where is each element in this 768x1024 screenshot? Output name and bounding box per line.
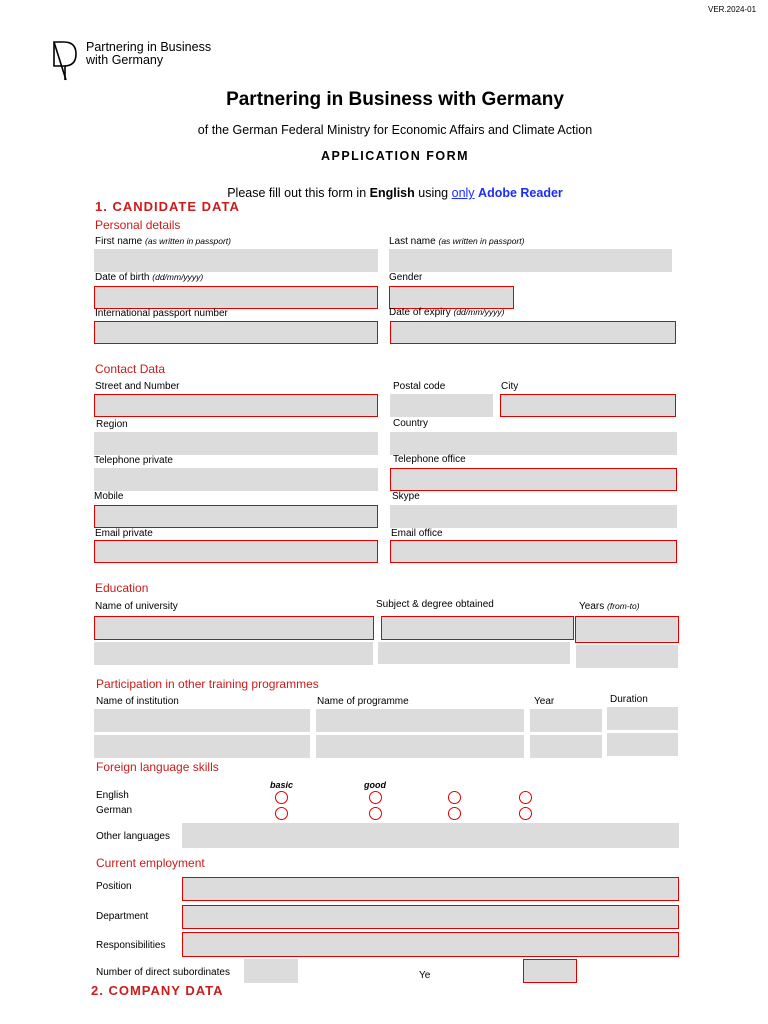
subject-field-1[interactable]: [381, 616, 574, 640]
university-field-1[interactable]: [94, 616, 374, 640]
english-radio-1[interactable]: [275, 791, 288, 804]
region-label: Region: [96, 419, 128, 430]
position-label: Position: [96, 881, 132, 892]
logo-icon: [52, 40, 82, 82]
city-label: City: [501, 381, 519, 392]
responsibilities-label: Responsibilities: [96, 940, 166, 951]
page-subtitle: of the German Federal Ministry for Economic Affairs and Climate Action: [197, 123, 593, 137]
english-radio-2[interactable]: [369, 791, 382, 804]
position-field[interactable]: [182, 877, 679, 901]
instruction-mid: using: [414, 186, 452, 200]
department-field[interactable]: [182, 905, 679, 929]
email-private-label: Email private: [95, 528, 153, 539]
last-name-label: Last name (as written in passport): [389, 236, 525, 247]
page-title: Partnering in Business with Germany: [226, 89, 564, 110]
tel-office-label: Telephone office: [393, 454, 466, 465]
subordinates-field[interactable]: [244, 959, 298, 983]
years-employment-field[interactable]: [523, 959, 577, 983]
contact-data-heading: Contact Data: [95, 362, 166, 376]
good-label: good: [364, 780, 386, 790]
english-label: English: [96, 790, 129, 801]
city-field[interactable]: [500, 394, 676, 417]
other-languages-field[interactable]: [182, 823, 679, 848]
mobile-field[interactable]: [94, 505, 378, 528]
region-field[interactable]: [94, 432, 378, 455]
other-languages-label: Other languages: [96, 831, 170, 842]
logo-text-line2: with Germany: [86, 53, 164, 67]
passport-label: International passport number: [95, 308, 228, 319]
postal-field[interactable]: [390, 394, 493, 417]
english-radio-3[interactable]: [448, 791, 461, 804]
instruction-only-link[interactable]: only: [451, 186, 475, 200]
institution-label: Name of institution: [96, 696, 179, 707]
programme-field-1[interactable]: [316, 709, 524, 732]
training-heading: Participation in other training programmes: [96, 677, 319, 691]
years-short-label: Ye: [419, 970, 431, 981]
institution-field-1[interactable]: [94, 709, 310, 732]
year-label: Year: [534, 696, 555, 707]
expiry-label: Date of expiry (dd/mm/yyyy): [389, 307, 505, 318]
tel-office-field[interactable]: [390, 468, 677, 491]
first-name-label: First name (as written in passport): [95, 236, 231, 247]
education-heading: Education: [95, 581, 149, 595]
programme-field-2[interactable]: [316, 735, 524, 758]
email-private-field[interactable]: [94, 540, 378, 563]
institution-field-2[interactable]: [94, 735, 310, 758]
gender-label: Gender: [389, 272, 423, 283]
dob-label: Date of birth (dd/mm/yyyy): [95, 272, 204, 283]
language-skills-heading: Foreign language skills: [96, 760, 219, 774]
logo-text-line1: Partnering in Business: [86, 40, 212, 54]
logo: [52, 40, 242, 84]
university-label: Name of university: [95, 601, 178, 612]
tel-private-label: Telephone private: [94, 455, 173, 466]
instruction-reader: Adobe Reader: [478, 186, 563, 200]
duration-field-2[interactable]: [607, 733, 678, 756]
skype-label: Skype: [392, 491, 420, 502]
basic-label: basic: [270, 780, 294, 790]
version-label: VER.2024-01: [708, 5, 757, 14]
german-radio-2[interactable]: [369, 807, 382, 820]
programme-label: Name of programme: [317, 696, 409, 707]
expiry-field[interactable]: [390, 321, 676, 344]
gender-field[interactable]: [389, 286, 514, 309]
german-label: German: [96, 805, 133, 816]
duration-label: Duration: [610, 694, 648, 705]
postal-label: Postal code: [393, 381, 446, 392]
skype-field[interactable]: [390, 505, 677, 528]
german-radio-3[interactable]: [448, 807, 461, 820]
instruction-pre: Please fill out this form in: [227, 186, 370, 200]
email-office-label: Email office: [391, 528, 443, 539]
responsibilities-field[interactable]: [182, 932, 679, 957]
university-field-2[interactable]: [94, 642, 373, 665]
subordinates-label: Number of direct subordinates: [96, 967, 230, 978]
section-company-data: 2. COMPANY DATA: [91, 983, 224, 998]
years-field-2[interactable]: [576, 645, 678, 668]
form-title: APPLICATION FORM: [320, 149, 470, 163]
tel-private-field[interactable]: [94, 468, 378, 491]
section-candidate-data: 1. CANDIDATE DATA: [95, 199, 240, 214]
dob-field[interactable]: [94, 286, 378, 309]
country-field[interactable]: [390, 432, 677, 455]
department-label: Department: [96, 911, 149, 922]
subject-field-2[interactable]: [378, 642, 570, 664]
year-field-1[interactable]: [530, 709, 602, 732]
instruction-lang: English: [369, 186, 415, 200]
last-name-field[interactable]: [389, 249, 672, 272]
year-field-2[interactable]: [530, 735, 602, 758]
years-field-1[interactable]: [575, 616, 679, 643]
street-label: Street and Number: [95, 381, 180, 392]
mobile-label: Mobile: [94, 491, 124, 502]
first-name-field[interactable]: [94, 249, 378, 272]
duration-field-1[interactable]: [607, 707, 678, 730]
personal-details-heading: Personal details: [95, 218, 181, 232]
english-radio-4[interactable]: [519, 791, 532, 804]
street-field[interactable]: [94, 394, 378, 417]
subject-label: Subject & degree obtained: [376, 599, 494, 610]
german-radio-4[interactable]: [519, 807, 532, 820]
email-office-field[interactable]: [390, 540, 677, 563]
german-radio-1[interactable]: [275, 807, 288, 820]
employment-heading: Current employment: [96, 856, 205, 870]
passport-field[interactable]: [94, 321, 378, 344]
instruction: [0, 186, 768, 200]
country-label: Country: [393, 418, 429, 429]
years-label: Years (from-to): [579, 601, 640, 612]
